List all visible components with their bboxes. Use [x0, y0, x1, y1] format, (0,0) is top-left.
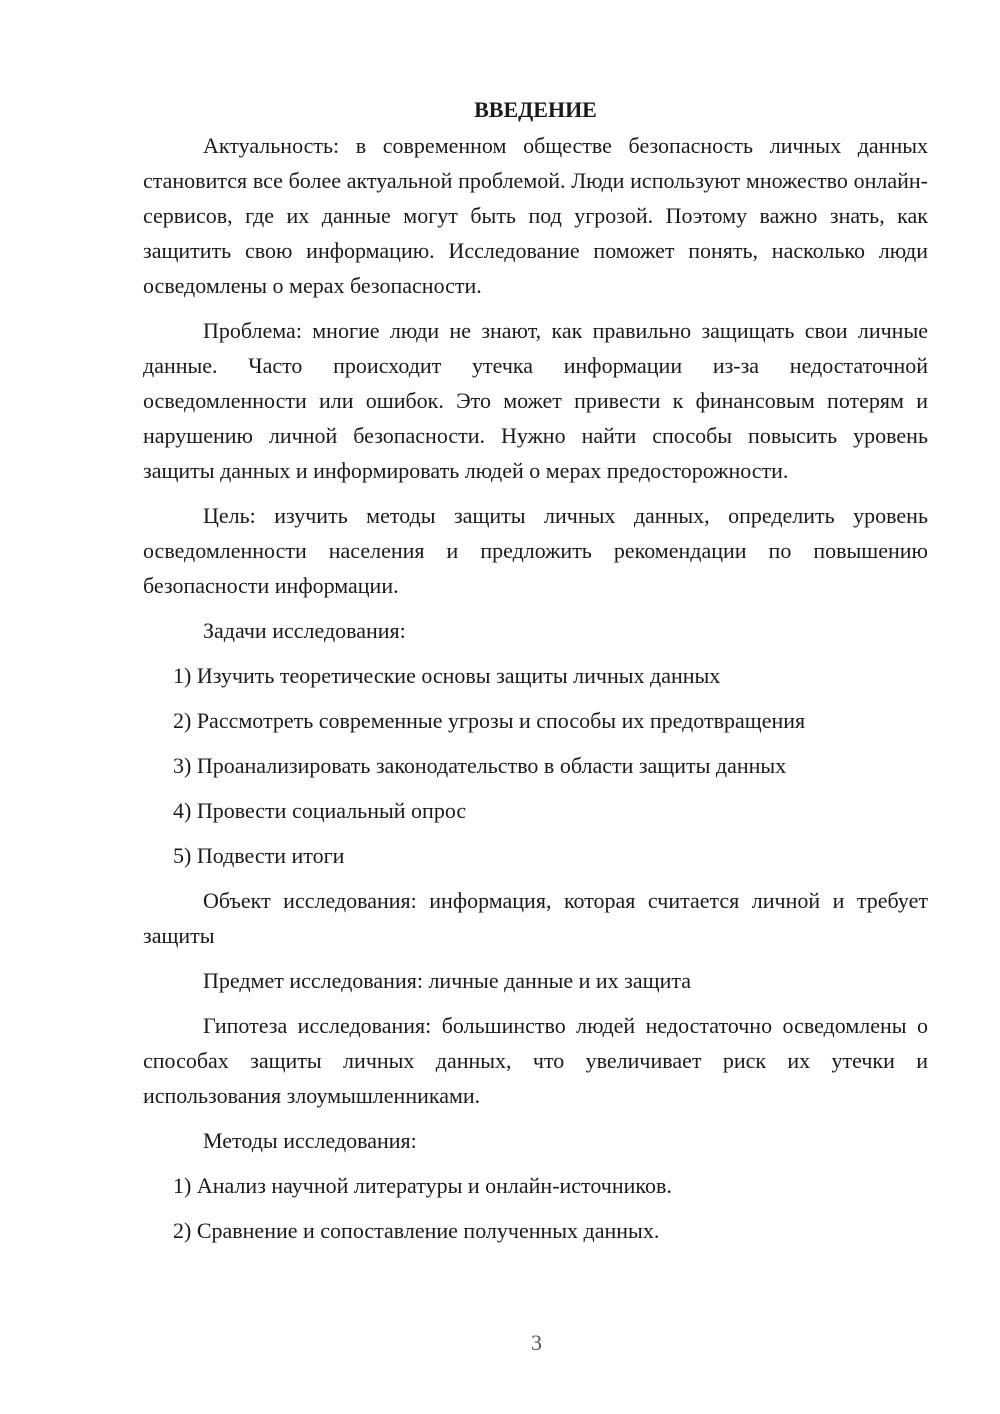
- document-page: [143, 92, 928, 1258]
- page-number: 3: [531, 1330, 542, 1355]
- subject-paragraph: Предмет исследования: личные данные и их защита: [203, 968, 691, 993]
- methods-label: Методы исследования:: [203, 1128, 417, 1153]
- task-item: 4) Провести социальный опрос: [173, 798, 467, 823]
- object-paragraph: Объект исследования: информация, которая считается личной и требует защиты: [143, 888, 928, 948]
- task-item: 1) Изучить теоретические основы защиты личных данных: [173, 663, 721, 688]
- goal-paragraph: Цель: изучить методы защиты личных данных, определить уровень осведомленности населения и предложить рекомендации по повышению безопасности информации.: [143, 503, 928, 598]
- task-item: 5) Подвести итоги: [173, 843, 345, 868]
- tasks-label: Задачи исследования:: [203, 618, 406, 643]
- relevance-paragraph: Актуальность: в современном обществе безопасность личных данных становится все более актуальной проблемой. Люди используют множество онлайн-сервисов, где их данные могут быть под угрозой. Поэтому важно знать, как защитить свою информацию. Исследование поможет понять, насколько люди осведомлены о мерах безопасности.: [143, 133, 928, 298]
- problem-paragraph: Проблема: многие люди не знают, как правильно защищать свои личные данные. Часто происходит утечка информации из-за недостаточной осведомленности или ошибок. Это может привести к финансовым потерям и нарушению личной безопасности. Нужно найти способы повысить уровень защиты данных и информировать людей о мерах предосторожности.: [143, 318, 928, 483]
- section-title: ВВЕДЕНИЕ: [474, 97, 597, 122]
- method-item: 1) Анализ научной литературы и онлайн-источников.: [173, 1173, 672, 1198]
- task-item: 2) Рассмотреть современные угрозы и способы их предотвращения: [173, 708, 806, 733]
- method-item: 2) Сравнение и сопоставление полученных данных.: [173, 1218, 660, 1243]
- hypothesis-paragraph: Гипотеза исследования: большинство людей недостаточно осведомлены о способах защиты личных данных, что увеличивает риск их утечки и использования злоумышленниками.: [143, 1013, 928, 1108]
- task-item: 3) Проанализировать законодательство в области защиты данных: [173, 753, 787, 778]
